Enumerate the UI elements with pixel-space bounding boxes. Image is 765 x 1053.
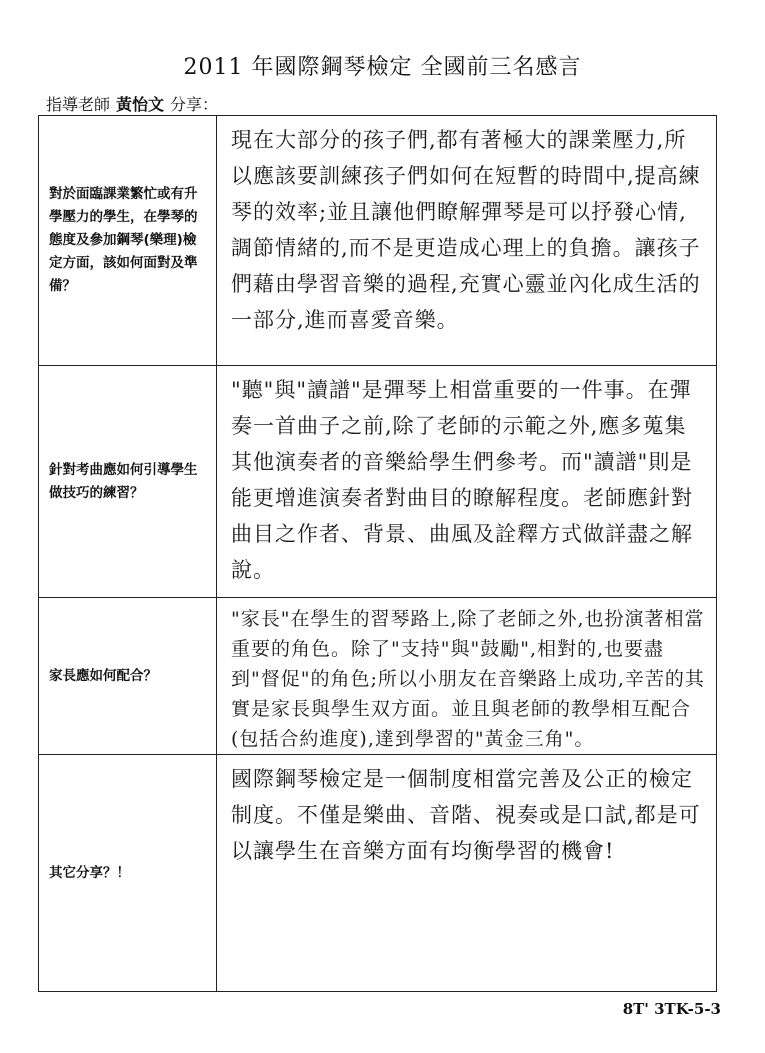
question-cell: 針對考曲應如何引導學生做技巧的練習？ [39,366,217,598]
handwritten-answer: 現在大部分的孩子們,都有著極大的課業壓力,所以應該要訓練孩子們如何在短暫的時間中,提高練琴的效率;並且讓他們瞭解彈琴是可以抒發心情,調節情緒的,而不是更造成心理上的負擔。讓孩子們藉由學習音樂的過程,充實心靈並內化成生活的一部分,進而喜愛音樂。 [231,128,701,332]
handwritten-answer: 國際鋼琴檢定是一個制度相當完善及公正的檢定制度。不僅是樂曲、音階、視奏或是口試,都是可以讓學生在音樂方面有均衡學習的機會! [231,767,701,863]
survey-table [38,115,717,992]
answer-cell [217,366,717,598]
question-cell: 對於面臨課業繁忙或有升學壓力的學生，在學琴的態度及參加鋼琴(樂理)檢定方面，該如何面對及準備？ [39,116,217,366]
teacher-name: 黃怡文 [116,95,165,114]
survey-row [39,116,717,366]
handwritten-answer: "家長"在學生的習琴路上,除了老師之外,也扮演著相當重要的角色。除了"支持"與"鼓勵",相對的,也要盡到"督促"的角色;所以小朋友在音樂路上成功,辛苦的其實是家長與學生双方面。並且與老師的教學相互配合(包括合約進度),達到學習的"黃金三角"。 [231,608,705,750]
answer-cell [217,598,717,755]
survey-row [39,598,717,755]
teacher-line [46,92,218,115]
teacher-label: 指導老師 [46,95,111,114]
answer-cell [217,755,717,992]
survey-row [39,755,717,992]
document-code: 8T' 3TK-5-3 [622,1000,721,1018]
question-cell: 家長應如何配合？ [39,598,217,755]
survey-row [39,366,717,598]
answer-cell [217,116,717,366]
teacher-suffix: 分享： [170,95,219,114]
page-title: 2011 年國際鋼琴檢定 全國前三名感言 [183,55,582,80]
question-cell: 其它分享？！ [39,755,217,992]
handwritten-answer: "聽"與"讀譜"是彈琴上相當重要的一件事。在彈奏一首曲子之前,除了老師的示範之外,應多蒐集其他演奏者的音樂給學生們參考。而"讀譜"則是能更增進演奏者對曲目的瞭解程度。老師應針對曲目之作者、背景、曲風及詮釋方式做詳盡之解說。 [231,378,693,582]
